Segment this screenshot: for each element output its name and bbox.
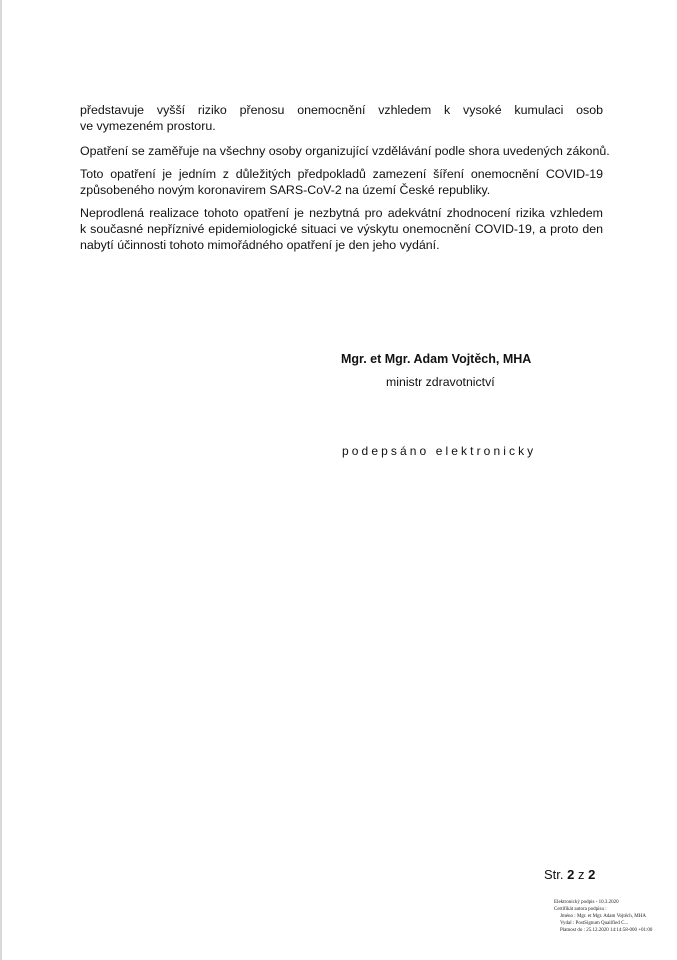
signatory-role: ministr zdravotnictví — [386, 375, 495, 389]
page-number-separator: z — [578, 867, 585, 882]
page-number-current: 2 — [567, 867, 575, 882]
page-number-total: 2 — [588, 867, 596, 882]
paragraph-line: představuje vyšší riziko přenosu onemocnění vzhledem k vysoké kumulaci osob — [80, 103, 603, 117]
paragraph-line: ve vymezeném prostoru. — [80, 119, 216, 133]
paragraph-line: způsobeného novým koronavirem SARS-CoV-2 na území České republiky. — [80, 183, 491, 197]
page-number-prefix: Str. — [544, 867, 564, 882]
page-edge-shadow — [0, 0, 2, 960]
paragraph-line: nabytí účinnosti tohoto mimořádného opatření je den jeho vydání. — [80, 238, 440, 252]
esig-line: Vydal : PostSignum Qualified C... — [560, 921, 629, 926]
signatory-name: Mgr. et Mgr. Adam Vojtěch, MHA — [341, 352, 532, 366]
signed-electronically-note: podepsáno elektronicky — [342, 444, 537, 458]
electronic-signature-block — [554, 899, 672, 934]
paragraph-urgency — [80, 205, 603, 253]
esig-line: Platnost do : 25.12.2020 14:14:58-000 +01:00 — [560, 928, 653, 933]
esig-line: Elektronický podpis - 10.3.2020 — [554, 900, 619, 905]
paragraph-prevention — [80, 166, 603, 198]
paragraph-risk — [80, 102, 603, 134]
esig-line: Certifikát autora podpisu : — [554, 907, 607, 912]
paragraph-line: k současné nepříznivé epidemiologické situaci ve výskytu onemocnění COVID-19, a proto den — [80, 222, 603, 236]
paragraph-line: Neprodlená realizace tohoto opatření je nezbytná pro adekvátní zhodnocení rizika vzhledem — [80, 206, 603, 220]
paragraph-line: Opatření se zaměřuje na všechny osoby organizující vzdělávání podle shora uvedených zákonů. — [80, 144, 610, 158]
esig-line: Jméno : Mgr. et Mgr. Adam Vojtěch, MHA — [560, 914, 646, 919]
page-number — [544, 867, 595, 882]
paragraph-scope — [80, 143, 610, 159]
paragraph-line: Toto opatření je jedním z důležitých předpokladů zamezení šíření onemocnění COVID-19 — [80, 167, 603, 181]
